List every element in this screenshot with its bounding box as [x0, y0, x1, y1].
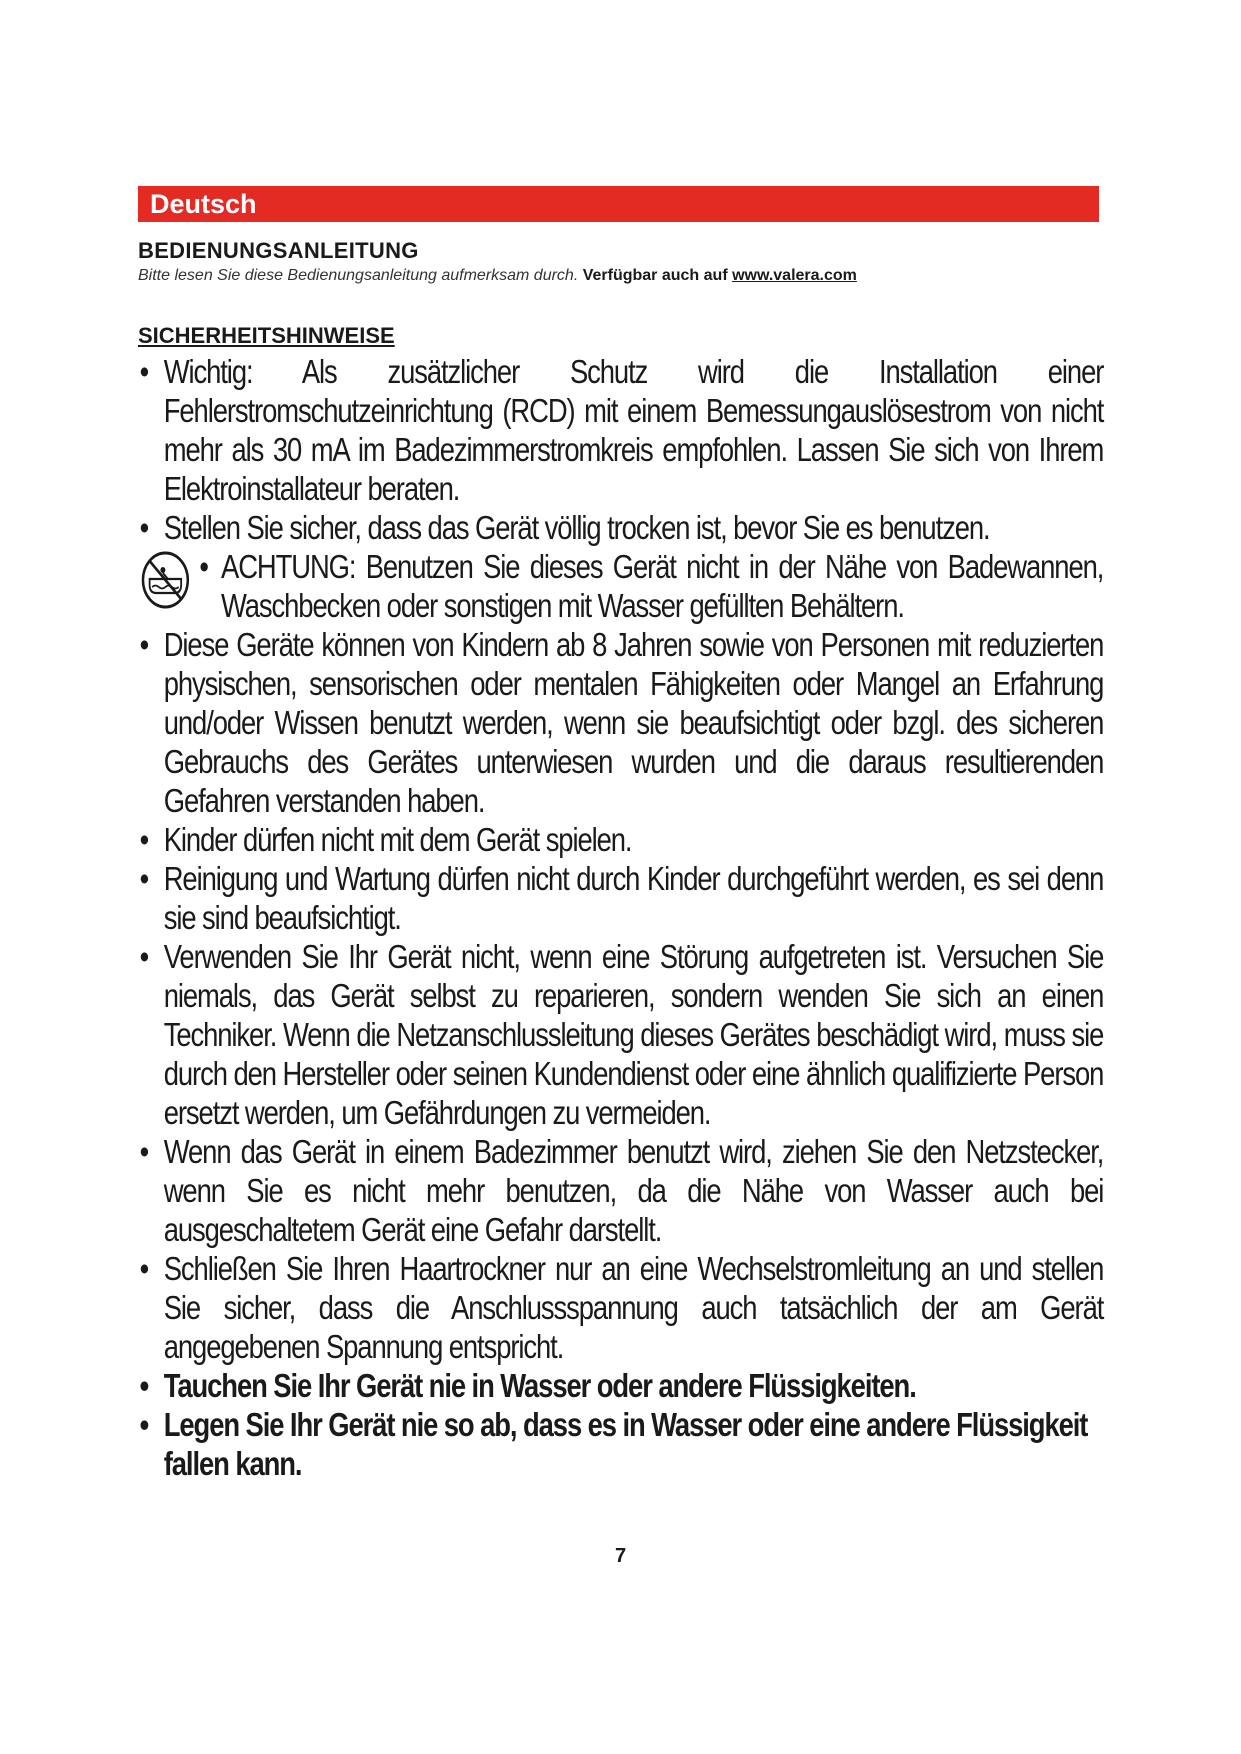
website-link[interactable]: www.valera.com: [732, 267, 857, 284]
page-number: 7: [614, 1545, 627, 1567]
safety-item: • Stellen Sie sicher, dass das Gerät völlig trocken ist, bevor Sie es benutzen.: [138, 508, 1103, 547]
safety-item: • Wenn das Gerät in einem Badezimmer benutzt wird, ziehen Sie den Netzstecker, wenn Sie es nicht mehr benutzen, da die Nähe von Wasser auch bei ausgeschaltetem Gerät eine Gefahr darstellt.: [138, 1132, 1103, 1249]
safety-item: • Diese Geräte können von Kindern ab 8 Jahren sowie von Personen mit reduzierten physischen, sensorischen oder mentalen Fähigkeiten oder Mangel an Erfahrung und/oder Wissen benutzt werden, wenn sie beaufsichtigt oder bzgl. des sicheren Gebrauchs des Gerätes unterwiesen wurden und die daraus resultierenden Gefahren verstanden haben.: [138, 625, 1103, 820]
safety-item-bold: • Legen Sie Ihr Gerät nie so ab, dass es in Wasser oder eine andere Flüssigkeit fallen kann.: [138, 1405, 1103, 1483]
intro-text: Bitte lesen Sie diese Bedienungsanleitung aufmerksam durch.: [138, 267, 579, 284]
safety-item-bold: • Tauchen Sie Ihr Gerät nie in Wasser oder andere Flüssigkeiten.: [138, 1366, 1103, 1405]
available-label: Verfügbar auch auf: [582, 267, 728, 284]
safety-item: • Schließen Sie Ihren Haartrockner nur an eine Wechselstromleitung an und stellen Sie sicher, dass die Anschlussspannung auch tatsächlich der am Gerät angegebenen Spannung entspricht.: [138, 1249, 1103, 1366]
safety-item-warning: [138, 547, 1103, 625]
safety-list: [138, 352, 1103, 1483]
no-water-bath-icon: [138, 549, 193, 611]
safety-item: • Verwenden Sie Ihr Gerät nicht, wenn eine Störung aufgetreten ist. Versuchen Sie niemals, das Gerät selbst zu reparieren, sondern wenden Sie sich an einen Techniker. Wenn die Netzanschlussleitung dieses Gerätes beschädigt wird, muss sie durch den Hersteller oder seinen Kundendienst oder eine ähnlich qualifizierte Person ersetzt werden, um Gefährdungen zu vermeiden.: [138, 937, 1103, 1132]
manual-title: BEDIENUNGSANLEITUNG: [138, 238, 419, 263]
safety-item: • Kinder dürfen nicht mit dem Gerät spielen.: [138, 820, 1103, 859]
safety-item: • Reinigung und Wartung dürfen nicht durch Kinder durchgeführt werden, es sei denn sie sind beaufsichtigt.: [138, 859, 1103, 937]
warning-text: ACHTUNG: Benutzen Sie dieses Gerät nicht in der Nähe von Badewannen, Waschbecken oder sonstigen mit Wasser gefüllten Behältern.: [221, 548, 1104, 624]
safety-section-title: SICHERHEITSHINWEISE: [138, 323, 395, 348]
intro-line: [138, 267, 857, 285]
language-bar: Deutsch: [138, 186, 1099, 222]
safety-item: • Wichtig: Als zusätzlicher Schutz wird die Installation einer Fehlerstromschutzeinrichtung (RCD) mit einem Bemessungauslösestrom von nicht mehr als 30 mA im Badezimmerstromkreis empfohlen. Lassen Sie sich von Ihrem Elektroinstallateur beraten.: [138, 352, 1103, 508]
